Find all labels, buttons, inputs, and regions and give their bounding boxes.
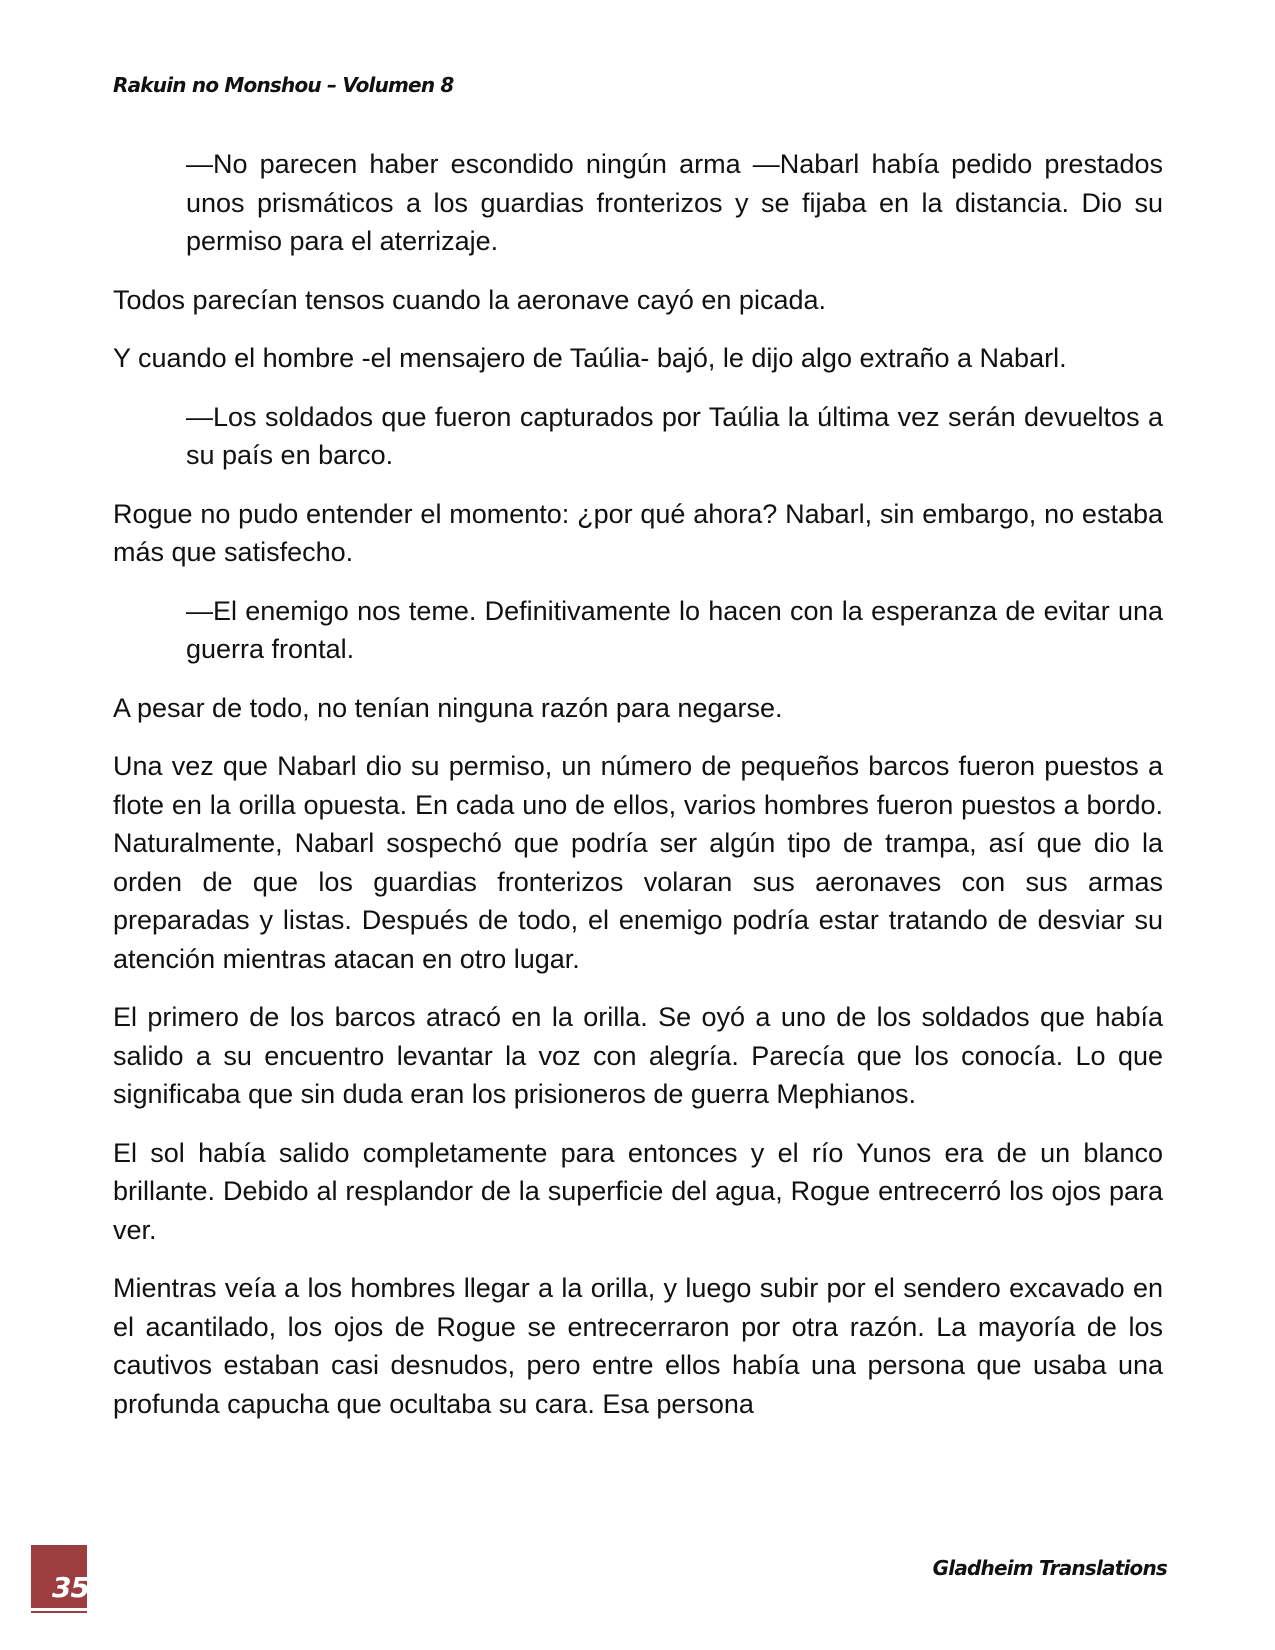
running-header: Rakuin no Monshou – Volumen 8 [113, 73, 454, 97]
paragraph: Todos parecían tensos cuando la aeronave cayó en picada. [113, 284, 826, 315]
paragraph: El sol había salido completamente para entonces y el río Yunos era de un blanco brillante. Debido al resplandor de la superficie del agua, Rogue entrecerró los ojos para ver. [113, 1137, 1163, 1245]
paragraph: Una vez que Nabarl dio su permiso, un número de pequeños barcos fueron puestos a flote en la orilla opuesta. En cada uno de ellos, varios hombres fueron puestos a bordo. Naturalmente, Nabarl sospechó que podría ser algún tipo de trampa, así que dio la orden de que los guardias fronterizos volaran sus aeronaves con sus armas preparadas y listas. Después de todo, el enemigo podría estar tratando de desviar su atención mientras atacan en otro lugar. [113, 751, 1163, 974]
page-number-underline [31, 1608, 87, 1611]
page-number: 35 [52, 1571, 89, 1604]
page-body [113, 145, 1163, 1423]
paragraph: Mientras veía a los hombres llegar a la orilla, y luego subir por el sendero excavado en el acantilado, los ojos de Rogue se entrecerraron por otra razón. La mayoría de los cautivos estaban casi desnudos, pero entre ellos había una persona que usaba una profunda capucha que ocultaba su cara. Esa persona [113, 1273, 1163, 1419]
paragraph: Rogue no pudo entender el momento: ¿por qué ahora? Nabarl, sin embargo, no estaba más que satisfecho. [113, 498, 1163, 567]
dialog-paragraph: —Los soldados que fueron capturados por Taúlia la última vez serán devueltos a su país en barco. [186, 401, 1163, 470]
footer-credit: Gladheim Translations [932, 1556, 1167, 1580]
paragraph: A pesar de todo, no tenían ninguna razón para negarse. [113, 692, 783, 723]
dialog-paragraph: —El enemigo nos teme. Definitivamente lo hacen con la esperanza de evitar una guerra frontal. [186, 595, 1163, 664]
dialog-paragraph: —No parecen haber escondido ningún arma —Nabarl había pedido prestados unos prismáticos a los guardias fronterizos y se fijaba en la distancia. Dio su permiso para el aterrizaje. [186, 149, 1163, 256]
paragraph: El primero de los barcos atracó en la orilla. Se oyó a uno de los soldados que había salido a su encuentro levantar la voz con alegría. Parecía que los conocía. Lo que significaba que sin duda eran los prisioneros de guerra Mephianos. [113, 1002, 1163, 1109]
paragraph: Y cuando el hombre -el mensajero de Taúlia- bajó, le dijo algo extraño a Nabarl. [113, 343, 1067, 373]
